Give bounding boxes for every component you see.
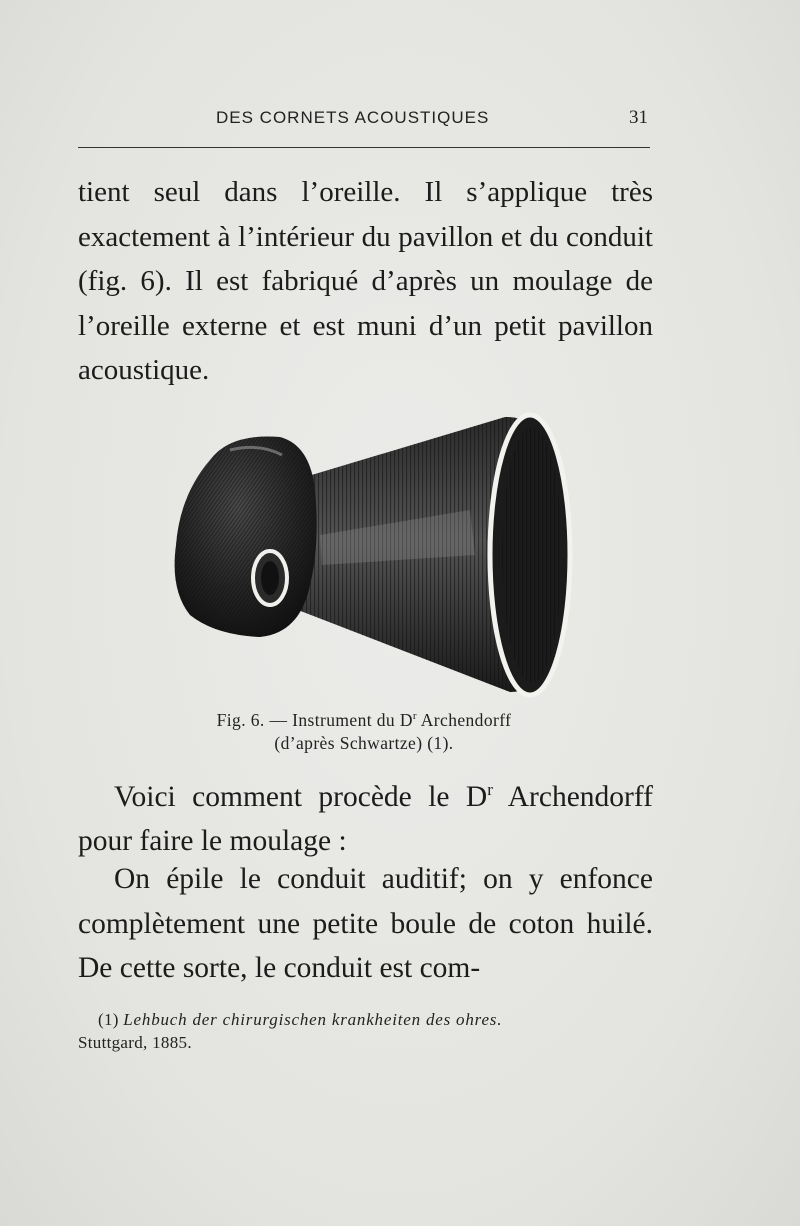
- paragraph-2: [78, 768, 653, 864]
- caption-sup: r: [412, 710, 417, 722]
- running-head: [78, 108, 650, 134]
- ear-trumpet-illustration: [170, 405, 590, 705]
- footnote-title: Lehbuch der chirurgischen krankheiten des ohres.: [123, 1010, 503, 1029]
- footnote: [78, 1008, 650, 1054]
- caption-name: Archendorff: [420, 709, 512, 730]
- page-number: 31: [629, 107, 648, 128]
- paragraph-2-after: Archendorff pour faire le moulage :: [78, 780, 653, 858]
- footnote-place-year: Stuttgard, 1885.: [78, 1033, 192, 1052]
- paragraph-2-before: Voici comment procède le D: [114, 780, 488, 813]
- caption-text: Instrument du D: [292, 709, 413, 730]
- caption-line-1: [78, 705, 650, 732]
- footnote-mark: (1): [98, 1010, 119, 1029]
- header-rule: [78, 147, 650, 148]
- caption-line-2: (d’après Schwartze) (1).: [274, 732, 454, 753]
- figure-label: Fig. 6.: [216, 709, 265, 730]
- paragraph-2-sup: r: [487, 780, 493, 799]
- caption-dash: —: [269, 709, 288, 730]
- paragraph-3: On épile le conduit auditif; on y enfonce complètement une petite boule de coton huilé. De cette sorte, le conduit est com-: [78, 863, 653, 984]
- paragraph-1: tient seul dans l’oreille. Il s’applique très exactement à l’intérieur du pavillon et du conduit (fig. 6). Il est fabriqué d’après un moulage de l’oreille externe et est muni d’un petit pavillon acoustique.: [78, 176, 653, 386]
- running-title: DES CORNETS ACOUSTIQUES: [216, 108, 490, 127]
- figure-caption: [78, 705, 650, 755]
